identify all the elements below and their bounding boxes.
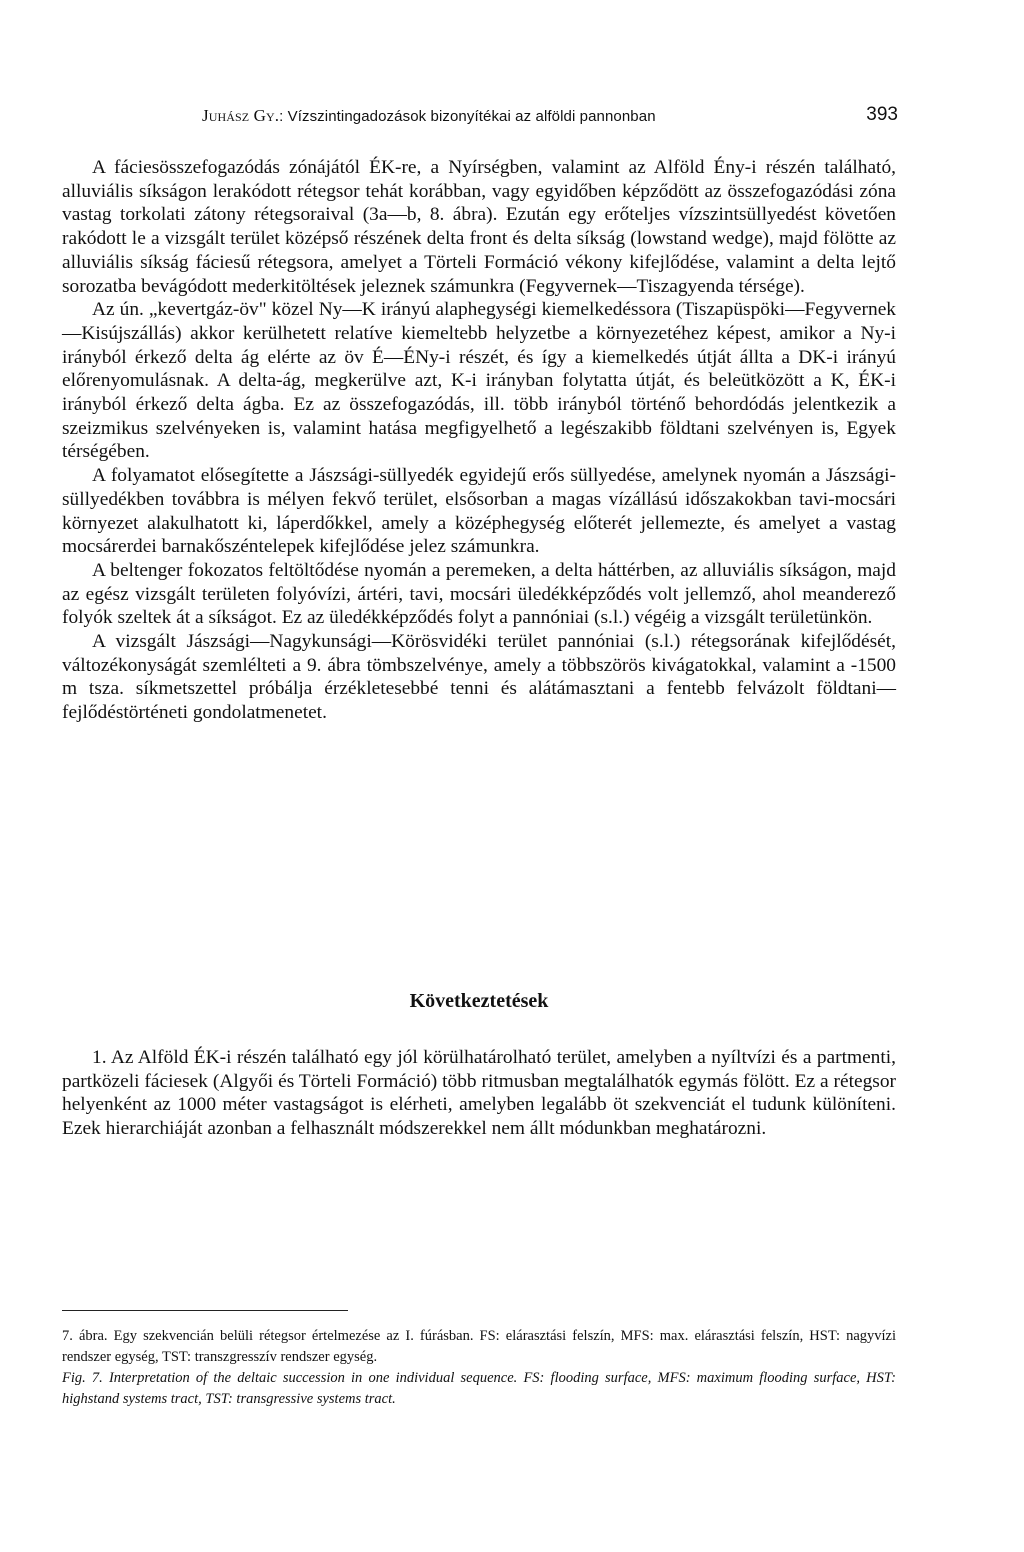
footnote-divider xyxy=(62,1310,348,1311)
paragraph: A folyamatot elősegítette a Jászsági-süllyedék egyidejű erős süllyedése, amelynek nyomán a Jászsági-süllyedékben továbbra is mélyen fekvő terület, elsősorban a magas vízállású időszakokban tavi-mocsári környezet alakulhatott ki, láperdőkkel, amely a középhegység előterét jellemezte, és amelyet a vastag mocsárerdei barnakőszéntelepek kifejlődése jelez számunkra. xyxy=(62,465,896,558)
header-title: : Vízszintingadozások bizonyítékai az alföldi pannonban xyxy=(279,108,656,125)
paragraph: A vizsgált Jászsági—Nagykunsági—Körösvidéki terület pannóniai (s.l.) rétegsorának kifejlődését, változékonyságát szemlélteti a 9. ábra tömbszelvénye, amely a többszörös kivágatokkal, valamint a -1500 m tsza. síkmetszettel próbálja érzékletesebbé tenni és alátámasztani a fentebb felvázolt földtani—fejlődéstörténeti gondolatmenetet. xyxy=(62,631,896,724)
paragraph: 1. Az Alföld ÉK-i részén található egy jól körülhatárolható terület, amelyben a nyíltvízi és a partmenti, partközeli fáciesek (Algyői és Törteli Formáció) több ritmusban megtalálhatók egymás fölött. Ez a rétegsor helyenként az 1000 méter vastagságot is elérheti, amelyben legalább öt szekvenciát el tudunk különíteni. Ezek hierarchiáját azonban a felhasznált módszerekkel nem állt módunkban meghatározni. xyxy=(62,1047,896,1140)
paragraph: A beltenger fokozatos feltöltődése nyomán a peremeken, a delta háttérben, az alluviális síkságon, majd az egész vizsgált területen folyóvízi, ártéri, tavi, mocsári üledékképződés volt jellemző, ahol meanderező folyók szeltek át a síkságot. Ez az üledékképződés folyt a pannóniai (s.l.) végéig a vizsgált területünkön. xyxy=(62,559,896,629)
paragraph: Az ún. „kevertgáz-öv" közel Ny—K irányú alaphegységi kiemelkedéssora (Tiszapüspöki—Fegyvernek—Kisújszállás) akkor kerülhetett relatíve kiemeltebb helyzetbe a környezetéhez képest, amikor a Ny-i irányból érkező delta ág elérte az öv É—ÉNy-i részét, és így a kiemelkedés útját állta a DK-i irányú előrenyomulásnak. A delta-ág, megkerülve azt, K-i irányban folytatta útját, és beleütközött a K, ÉK-i irányból érkező delta ágba. Ez az összefogazódás, ill. több irányból történő behordódás jelentkezik a szeizmikus szelvényeken is, valamint hatása megfigyelhető a legészakibb földtani szelvényen is, Egyek térségében. xyxy=(62,299,896,463)
conclusions-text xyxy=(62,1046,896,1141)
caption-hungarian: 7. ábra. Egy szekvencián belüli rétegsor értelmezése az I. fúrásban. FS: elárasztási felszín, MFS: max. elárasztási felszín, HST: nagyvízi rendszer egység, TST: transzgresszív rendszer egység. xyxy=(62,1328,896,1365)
caption-english: Fig. 7. Interpretation of the deltaic succession in one individual sequence. FS: flooding surface, MFS: maximum flooding surface, HST: highstand systems tract, TST: transgressive systems tract. xyxy=(62,1370,896,1407)
figure-captions xyxy=(62,1326,896,1410)
body-text xyxy=(62,156,896,725)
running-header xyxy=(202,104,898,134)
page-number: 393 xyxy=(866,104,898,125)
header-author: Juhász Gy. xyxy=(202,106,280,125)
section-heading: Következtetések xyxy=(409,990,549,1012)
paragraph: A fáciesösszefogazódás zónájától ÉK-re, a Nyírségben, valamint az Alföld Ény-i részén található, alluviális síkságon lerakódott rétegsor tehát korábban, vagy egyidőben képződött az összefogazódási zóna vastag torkolati zátony rétegsoraival (3a—b, 8. ábra). Ezután egy erőteljes vízszintsüllyedést követően rakódott le a vizsgált terület középső részének delta front és delta síkság (lowstand wedge), majd fölötte az alluviális síkság fáciesű rétegsora, amelyet a Törteli Formáció vékony kifejlődése, valamint a delta lejtő sorozatba bevágódott mederkitöltések jeleznek számunkra (Fegyvernek—Tiszagyenda térsége). xyxy=(62,157,896,297)
running-title xyxy=(202,106,656,126)
